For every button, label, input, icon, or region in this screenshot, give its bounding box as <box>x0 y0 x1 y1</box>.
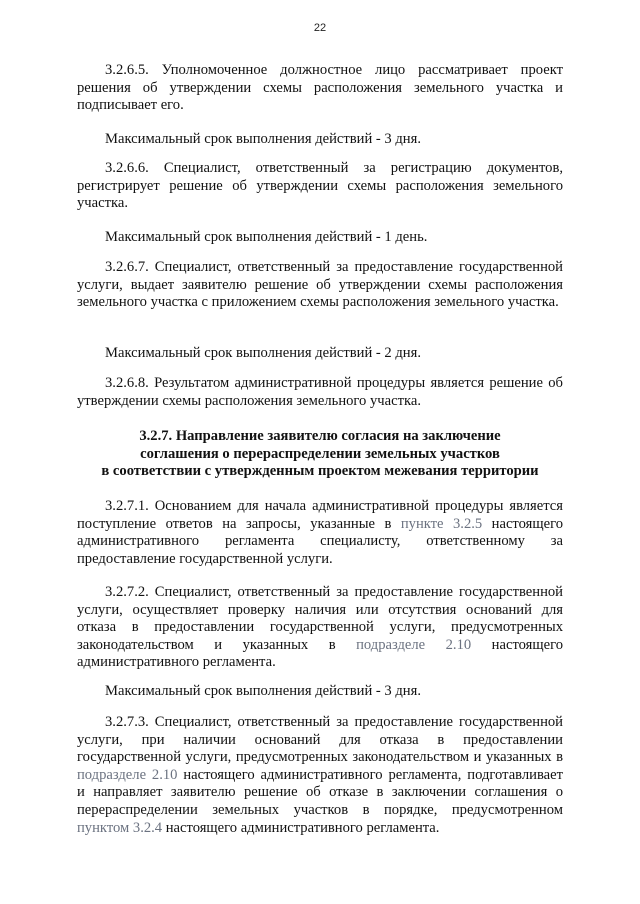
paragraph-3-2-7-2 <box>77 584 563 672</box>
section-heading-3-2-7 <box>77 428 563 481</box>
paragraph-deadline-3-days: Максимальный срок выполнения действий - 3 дня. <box>105 131 421 147</box>
paragraph-deadline-3-days-2: Максимальный срок выполнения действий - 3 дня. <box>105 683 421 699</box>
paragraph-text: настоящего административного регламента, подготавливает и направляет заявителю решение об отказе в заключении соглашения о перераспределении земельных участков в порядке, предусмотренном <box>77 766 563 818</box>
heading-line-2: соглашения о перераспределении земельных участков <box>140 445 500 462</box>
paragraph-text: 3.2.7.1. Основанием для начала административной процедуры является поступление ответов на запросы, указанные в <box>77 498 563 532</box>
paragraph-3-2-7-3 <box>77 714 563 837</box>
page-number: 22 <box>313 22 327 34</box>
paragraph-3-2-7-1 <box>77 498 563 568</box>
link-item-3-2-4[interactable]: пунктом 3.2.4 <box>77 819 163 836</box>
paragraph-text: 3.2.7.3. Специалист, ответственный за предоставление государственной услуги, при наличии оснований для отказа в предоставлении государственной услуги, предусмотренных законодательством и указанных в <box>77 714 563 766</box>
link-subsection-2-10[interactable]: подразделе 2.10 <box>356 636 472 653</box>
paragraph-deadline-2-days: Максимальный срок выполнения действий - 2 дня. <box>105 345 421 361</box>
paragraph-3-2-6-8: 3.2.6.8. Результатом административной процедуры является решение об утверждении схемы расположения земельного участка. <box>77 375 563 409</box>
paragraph-3-2-6-7: 3.2.6.7. Специалист, ответственный за предоставление государственной услуги, выдает заявителю решение об утверждении схемы расположения земельного участка с приложением схемы расположения земельного участка. <box>77 259 563 311</box>
paragraph-text: настоящего административного регламента специалисту, ответственному за предоставление государственной услуги. <box>77 515 563 567</box>
paragraph-3-2-6-6: 3.2.6.6. Специалист, ответственный за регистрацию документов, регистрирует решение об утверждении схемы расположения земельного участка. <box>77 160 563 212</box>
heading-line-1: 3.2.7. Направление заявителю согласия на заключение <box>139 428 501 444</box>
heading-line-3: в соответствии с утвержденным проектом межевания территории <box>101 463 539 480</box>
link-item-3-2-5[interactable]: пункте 3.2.5 <box>400 515 483 532</box>
link-subsection-2-10[interactable]: подразделе 2.10 <box>77 766 178 783</box>
paragraph-3-2-6-5: 3.2.6.5. Уполномоченное должностное лицо рассматривает проект решения об утверждении схемы расположения земельного участка и подписывает его. <box>77 62 563 114</box>
paragraph-text: 3.2.7.2. Специалист, ответственный за предоставление государственной услуги, осуществляет проверку наличия или отсутствия оснований для отказа в предоставлении государственной услуги, предусмотренных законодательством и указанных в <box>77 584 563 653</box>
paragraph-text: настоящего административного регламента. <box>162 819 440 836</box>
paragraph-deadline-1-day: Максимальный срок выполнения действий - 1 день. <box>105 229 428 245</box>
paragraph-text: настоящего административного регламента. <box>77 636 563 671</box>
